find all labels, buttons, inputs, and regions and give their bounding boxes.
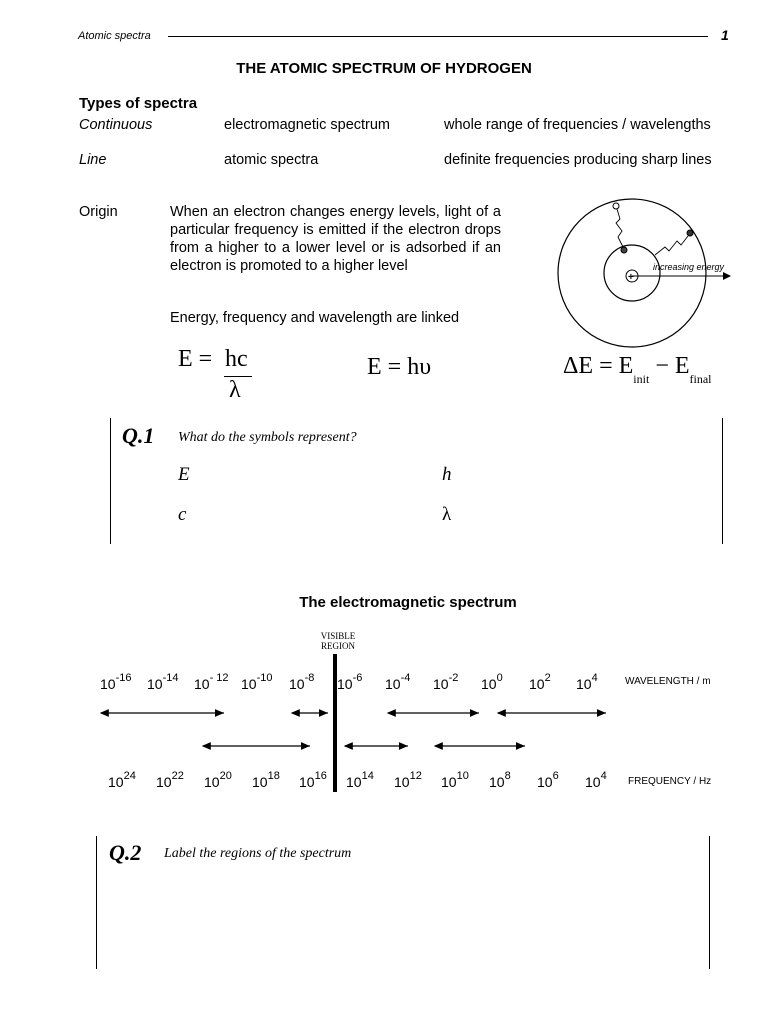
eq3-main: ΔE = E xyxy=(563,353,634,379)
wavelength-tick-base: 10 xyxy=(289,676,305,692)
frequency-tick-2 xyxy=(204,770,232,790)
wavelength-tick-exponent: -16 xyxy=(115,672,132,685)
frequency-tick-base: 10 xyxy=(346,774,362,790)
inner-electron xyxy=(621,247,627,253)
eq3-sub-init: init xyxy=(633,372,650,386)
visible-label-line2: REGION xyxy=(321,641,355,651)
wavelength-tick-exponent: -4 xyxy=(400,672,411,685)
frequency-tick-exponent: 18 xyxy=(267,770,280,783)
line-label: Line xyxy=(79,152,107,168)
wavelength-tick-4 xyxy=(289,672,315,692)
em-spectrum-title: The electromagnetic spectrum xyxy=(299,594,517,611)
increasing-energy-label: increasing energy xyxy=(653,262,725,272)
atom-diagram xyxy=(525,195,750,350)
eq1-denominator: λ xyxy=(229,377,241,403)
q2-left-bar xyxy=(96,836,97,969)
q1-question: What do the symbols represent? xyxy=(178,430,357,445)
origin-text: When an electron changes energy levels, light of a particular frequency is emitted if the electron drops from a higher to a lower level or is adsorbed if an electron is promoted to a higher level xyxy=(170,204,501,274)
frequency-tick-base: 10 xyxy=(299,774,315,790)
frequency-tick-exponent: 22 xyxy=(171,770,184,783)
eq1-numerator: hc xyxy=(225,346,248,372)
eq1-lhs: E = xyxy=(178,346,213,372)
line-desc: definite frequencies producing sharp lines xyxy=(444,152,712,168)
wavelength-tick-exponent: 4 xyxy=(591,672,598,685)
q1-label: Q.1 xyxy=(122,423,155,448)
q2-label: Q.2 xyxy=(109,840,142,865)
origin-label: Origin xyxy=(79,204,118,220)
wavelength-tick-base: 10 xyxy=(100,676,116,692)
wavelength-tick-base: 10 xyxy=(194,676,210,692)
wavelength-tick-exponent: -6 xyxy=(352,672,363,685)
wavelength-tick-6 xyxy=(385,672,411,692)
line-kind: atomic spectra xyxy=(224,152,319,168)
visible-region-label xyxy=(318,631,358,651)
frequency-tick-3 xyxy=(252,770,280,790)
frequency-tick-exponent: 14 xyxy=(361,770,374,783)
wavelength-tick-10 xyxy=(576,672,598,692)
frequency-tick-0 xyxy=(108,770,136,790)
frequency-tick-10 xyxy=(585,770,607,790)
wavelength-tick-8 xyxy=(481,672,503,692)
wavelength-tick-3 xyxy=(241,672,273,692)
frequency-tick-exponent: 6 xyxy=(552,770,559,783)
frequency-tick-base: 10 xyxy=(108,774,124,790)
wavelength-tick-1 xyxy=(147,672,179,692)
wavelength-tick-exponent: - 12 xyxy=(209,672,229,685)
symbol-c: c xyxy=(178,504,187,525)
wavelength-tick-base: 10 xyxy=(241,676,257,692)
outer-electron-left xyxy=(613,203,619,209)
header-rule xyxy=(168,36,708,37)
frequency-tick-exponent: 12 xyxy=(409,770,422,783)
wavelength-tick-7 xyxy=(433,672,459,692)
q1-right-bar xyxy=(722,418,723,544)
frequency-tick-exponent: 10 xyxy=(456,770,469,783)
symbol-e: E xyxy=(178,464,190,485)
frequency-tick-exponent: 4 xyxy=(600,770,607,783)
wavelength-tick-exponent: 2 xyxy=(544,672,551,685)
frequency-tick-exponent: 20 xyxy=(219,770,232,783)
wavelength-tick-base: 10 xyxy=(385,676,401,692)
nucleus-plus: + xyxy=(628,272,634,283)
frequency-tick-1 xyxy=(156,770,184,790)
q2-question: Label the regions of the spectrum xyxy=(164,846,352,861)
frequency-axis-label: FREQUENCY / Hz xyxy=(628,776,712,787)
frequency-tick-base: 10 xyxy=(441,774,457,790)
continuous-desc: whole range of frequencies / wavelengths xyxy=(444,117,711,133)
symbol-lambda: λ xyxy=(442,504,452,525)
wavelength-tick-9 xyxy=(529,672,551,692)
symbol-h: h xyxy=(442,464,452,485)
frequency-tick-base: 10 xyxy=(394,774,410,790)
types-heading: Types of spectra xyxy=(79,95,198,112)
wavelength-tick-0 xyxy=(100,672,132,692)
frequency-tick-7 xyxy=(441,770,469,790)
frequency-tick-5 xyxy=(346,770,374,790)
spectrum-arrows xyxy=(95,700,615,760)
wavelength-tick-base: 10 xyxy=(481,676,497,692)
linked-text: Energy, frequency and wavelength are linked xyxy=(170,310,460,326)
wavelength-tick-exponent: -2 xyxy=(448,672,459,685)
frequency-tick-base: 10 xyxy=(252,774,268,790)
frequency-tick-base: 10 xyxy=(156,774,172,790)
wavelength-tick-base: 10 xyxy=(576,676,592,692)
frequency-tick-exponent: 16 xyxy=(314,770,327,783)
continuous-kind: electromagnetic spectrum xyxy=(224,117,391,133)
q2-right-bar xyxy=(709,836,710,969)
wavelength-tick-base: 10 xyxy=(529,676,545,692)
frequency-tick-base: 10 xyxy=(204,774,220,790)
wavelength-tick-base: 10 xyxy=(147,676,163,692)
emission-arrow xyxy=(616,209,623,247)
frequency-tick-exponent: 24 xyxy=(123,770,136,783)
eq3-sub-final: final xyxy=(689,372,712,386)
wavelength-axis-label: WAVELENGTH / m xyxy=(625,676,711,687)
outer-electron-right xyxy=(687,230,693,236)
frequency-tick-base: 10 xyxy=(585,774,601,790)
page-number: 1 xyxy=(721,27,729,43)
eq3-minus: − E xyxy=(649,353,690,379)
wavelength-tick-exponent: 0 xyxy=(496,672,503,685)
visible-label-line1: VISIBLE xyxy=(320,631,356,641)
frequency-tick-base: 10 xyxy=(489,774,505,790)
eq2: E = hυ xyxy=(367,354,432,380)
frequency-tick-4 xyxy=(299,770,327,790)
frequency-tick-base: 10 xyxy=(537,774,553,790)
wavelength-tick-base: 10 xyxy=(433,676,449,692)
wavelength-tick-exponent: -14 xyxy=(162,672,179,685)
wavelength-tick-5 xyxy=(337,672,363,692)
wavelength-tick-base: 10 xyxy=(337,676,353,692)
frequency-tick-8 xyxy=(489,770,511,790)
page-title: THE ATOMIC SPECTRUM OF HYDROGEN xyxy=(236,60,532,77)
frequency-tick-9 xyxy=(537,770,559,790)
continuous-label: Continuous xyxy=(79,117,153,133)
energy-axis-head xyxy=(723,272,731,280)
wavelength-tick-2 xyxy=(194,672,229,692)
absorption-arrow xyxy=(655,236,688,255)
eq3 xyxy=(563,353,712,386)
frequency-tick-6 xyxy=(394,770,422,790)
wavelength-tick-exponent: -10 xyxy=(256,672,273,685)
running-header: Atomic spectra xyxy=(78,30,151,42)
wavelength-tick-exponent: -8 xyxy=(304,672,315,685)
q1-left-bar xyxy=(110,418,111,544)
frequency-tick-exponent: 8 xyxy=(504,770,511,783)
